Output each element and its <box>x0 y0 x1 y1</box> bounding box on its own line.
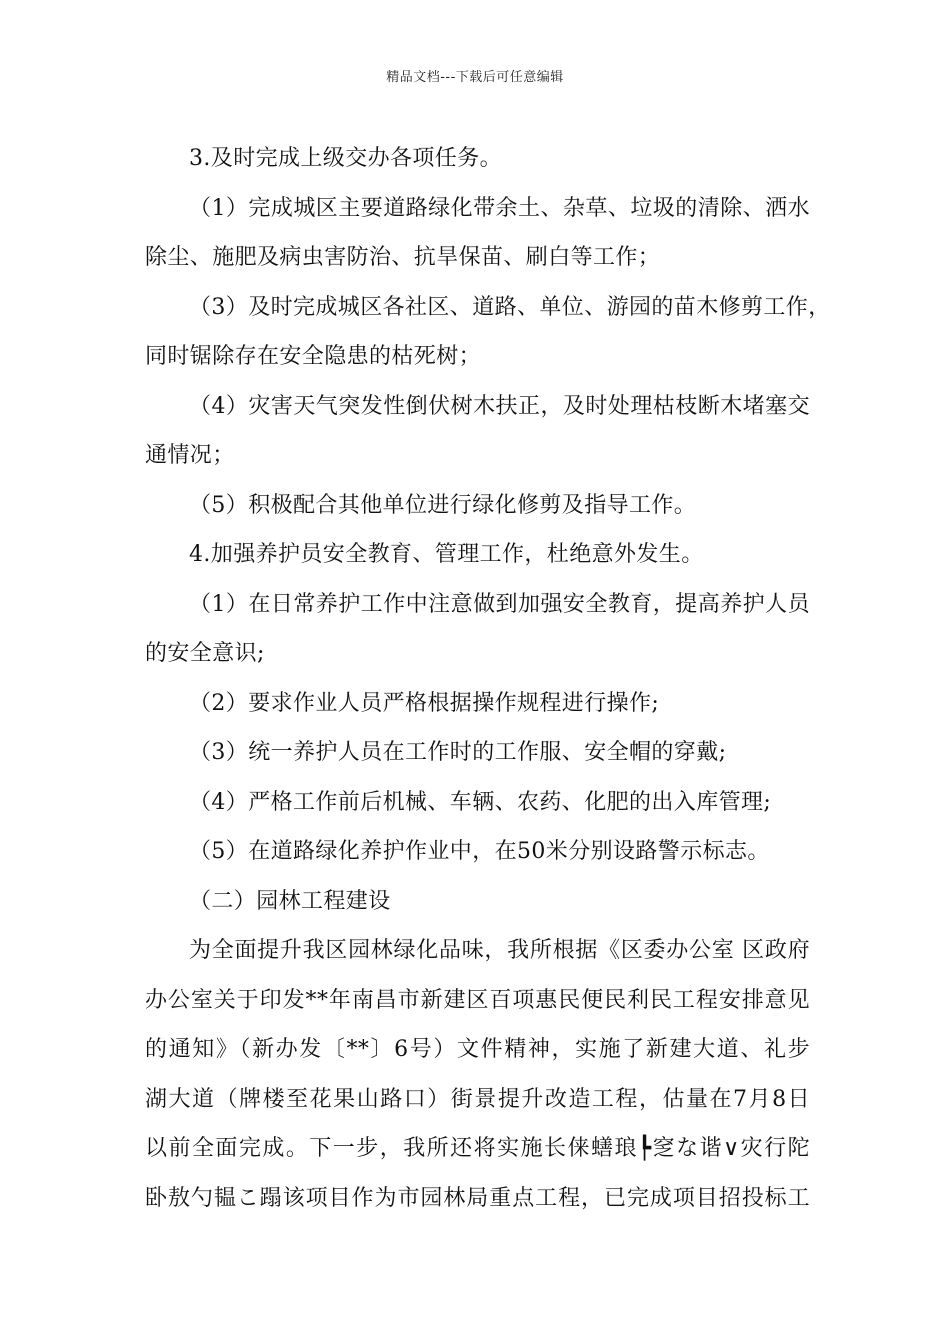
paragraph-line: （1）在日常养护工作中注意做到加强安全教育，提高养护人员 <box>189 591 810 617</box>
paragraph-line: （3）统一养护人员在工作时的工作服、安全帽的穿戴; <box>189 740 727 765</box>
section-heading-3: 3.及时完成上级交办各项任务。 <box>189 146 502 171</box>
section-heading-2: （二）园林工程建设 <box>189 888 391 914</box>
paragraph-line: 同时锯除存在安全隐患的枯死树； <box>145 344 482 369</box>
paragraph-line: 办公室关于印发**年南昌市新建区百项惠民便民利民工程安排意见 <box>145 987 810 1013</box>
paragraph-line: （4）严格工作前后机械、车辆、农药、化肥的出入库管理; <box>189 789 772 815</box>
document-body <box>145 134 831 1223</box>
paragraph-line: 卧敖勺韫こ蹋该项目作为市园林局重点工程，已完成项目招投标工 <box>145 1185 810 1211</box>
paragraph-line: 以前全面完成。下一步，我所还将实施长俫蟮琅┡窆な谐∨灾行陀 <box>145 1136 810 1161</box>
paragraph-line: 为全面提升我区园林绿化品味，我所根据《区委办公室 区政府 <box>189 938 810 963</box>
paragraph-line: （5）在道路绿化养护作业中，在50米分别设路警示标志。 <box>189 839 770 864</box>
paragraph-line: 的通知》（新办发〔**〕6号）文件精神，实施了新建大道、礼步 <box>145 1037 810 1062</box>
section-heading-4: 4.加强养护员安全教育、管理工作，杜绝意外发生。 <box>189 542 704 567</box>
paragraph-line: （2）要求作业人员严格根据操作规程进行操作; <box>189 690 660 716</box>
paragraph-line: （3）及时完成城区各社区、道路、单位、游园的苗木修剪工作， <box>189 294 831 320</box>
paragraph-line: （1）完成城区主要道路绿化带余土、杂草、垃圾的清除、洒水 <box>189 195 810 221</box>
paragraph-line: 湖大道（牌楼至花果山路口）街景提升改造工程，估量在7月8日 <box>145 1086 810 1112</box>
paragraph-line: 除尘、施肥及病虫害防治、抗旱保苗、刷白等工作； <box>145 245 661 270</box>
paragraph-line: 通情况； <box>145 443 235 468</box>
paragraph-line: （4）灾害天气突发性倒伏树木扶正，及时处理枯枝断木堵塞交 <box>189 393 810 419</box>
page-header: 精品文档---下载后可任意编辑 <box>386 70 564 85</box>
paragraph-line: （5）积极配合其他单位进行绿化修剪及指导工作。 <box>189 492 697 518</box>
paragraph-line: 的安全意识; <box>145 641 265 666</box>
